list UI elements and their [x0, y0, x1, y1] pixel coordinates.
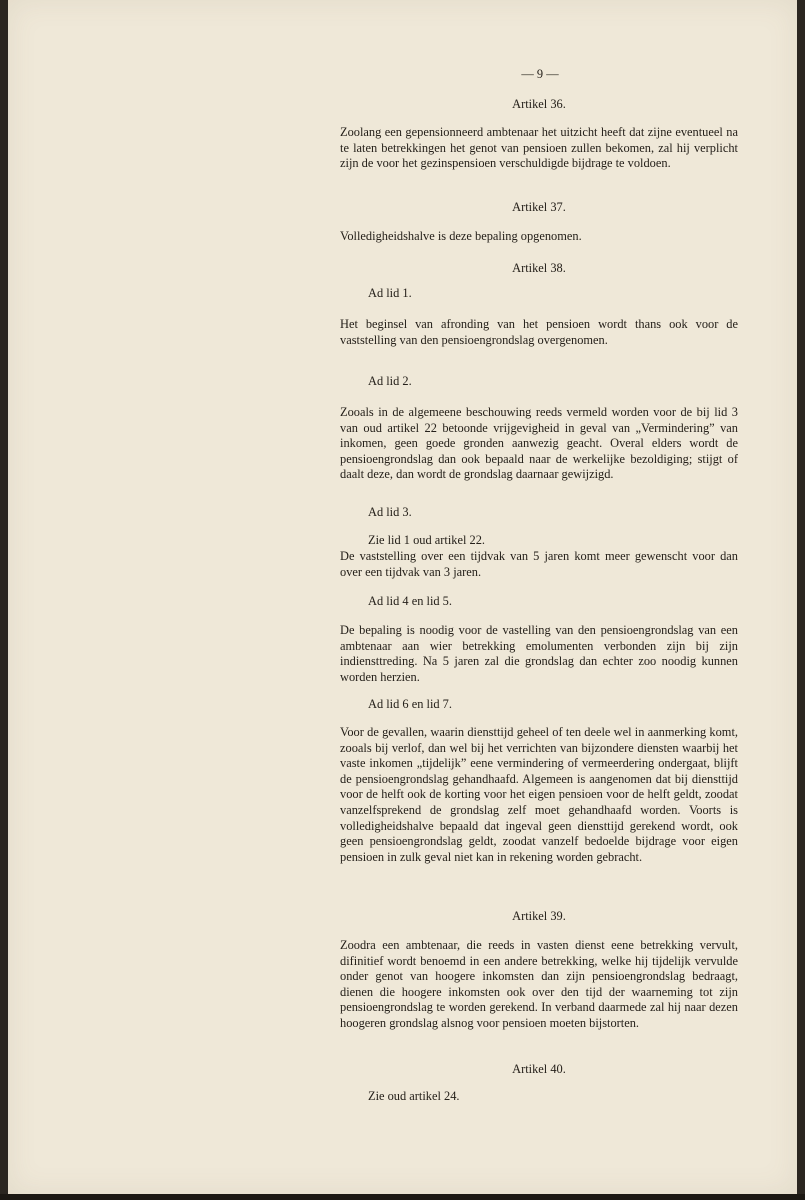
- article-39-paragraph: Zoodra een ambtenaar, die reeds in vasten dienst eene betrekking vervult, difinitief wordt benoemd in een andere betrekking, welke hij tijdelijk vervulde onder genot van hoogere inkomsten dan zijn pensioengrondslag bedraagt, dienen die hoogere inkomsten ook over den tijd der waarneming tot zijn pensioengrondslag te worden gerekend. In verband daarmede zal hij naar dezen hoogeren grondslag alsnog voor pensioen moeten bijstorten.: [340, 938, 738, 1030]
- article-38-lid-4-5-paragraph: De bepaling is noodig voor de vastelling van den pensioengrondslag van een ambtenaar aan wier betrekking emolumenten verbonden zijn bij zijn indiensttreding. Na 5 jaren zal die grondslag dan echter zoo noodig kunnen worden herzien.: [340, 623, 738, 684]
- article-40-paragraph: Zie oud artikel 24.: [368, 1089, 460, 1103]
- article-38-lid-1-heading: Ad lid 1.: [368, 286, 412, 300]
- article-36-paragraph: Zoolang een gepensionneerd ambtenaar het uitzicht heeft dat zijne eventueel na te laten betrekkingen het genot van pensioen zullen bekomen, zal hij verplicht zijn de voor het gezinspensioen verschuldigde bijdrage te voldoen.: [340, 125, 738, 171]
- article-39-title: Artikel 39.: [512, 909, 566, 923]
- article-38-lid-3-reference: Zie lid 1 oud artikel 22.: [368, 533, 485, 547]
- article-38-title: Artikel 38.: [512, 261, 566, 275]
- article-38-lid-3-paragraph: De vaststelling over een tijdvak van 5 jaren komt meer gewenscht voor dan over een tijdvak van 3 jaren.: [340, 549, 738, 579]
- page-number: — 9 —: [521, 67, 559, 81]
- article-38-lid-6-7-paragraph: Voor de gevallen, waarin diensttijd geheel of ten deele wel in aanmerking komt, zooals bij verlof, dan wel bij het verrichten van bijzondere diensten waarbij het vaste inkomen „tijdelijk” eene vermindering of vermeerdering ondergaat, blijft de pensioengrondslag gehandhaafd. Algemeen is aangenomen dat bij diensttijd voor de helft ook de korting voor het eigen pensioen voor de helft geldt, zoodat vanzelfsprekend de grondslag zelf moet gehandhaafd worden. Voorts is volledigheidshalve bepaald dat ingeval geen diensttijd gerekend wordt, ook geen pensioengrondslag geldt, zoodat vanzelf bedoelde bijdrage voor eigen pensioen in zulk geval niet kan in rekening worden gebracht.: [340, 725, 738, 864]
- scan-edge: [0, 1194, 805, 1200]
- article-37-paragraph: Volledigheidshalve is deze bepaling opgenomen.: [340, 229, 582, 243]
- article-38-lid-1-paragraph: Het beginsel van afronding van het pensioen wordt thans ook voor de vaststelling van den pensioengrondslag overgenomen.: [340, 317, 738, 347]
- article-38-lid-2-paragraph: Zooals in de algemeene beschouwing reeds vermeld worden voor de bij lid 3 van oud artikel 22 betoonde vrijgevigheid in geval van „Vermindering” van inkomen, geen goede gronden aanwezig geacht. Overal elders wordt de pensioengrondslag dan ook bepaald naar de werkelijke bezoldiging; stijgt of daalt deze, dan wordt de grondslag daarnaar gewijzigd.: [340, 405, 738, 482]
- article-40-title: Artikel 40.: [512, 1062, 566, 1076]
- article-37-title: Artikel 37.: [512, 200, 566, 214]
- article-36-title: Artikel 36.: [512, 97, 566, 111]
- article-38-lid-3-heading: Ad lid 3.: [368, 505, 412, 519]
- article-38-lid-4-5-heading: Ad lid 4 en lid 5.: [368, 594, 452, 608]
- article-38-lid-6-7-heading: Ad lid 6 en lid 7.: [368, 697, 452, 711]
- article-38-lid-2-heading: Ad lid 2.: [368, 374, 412, 388]
